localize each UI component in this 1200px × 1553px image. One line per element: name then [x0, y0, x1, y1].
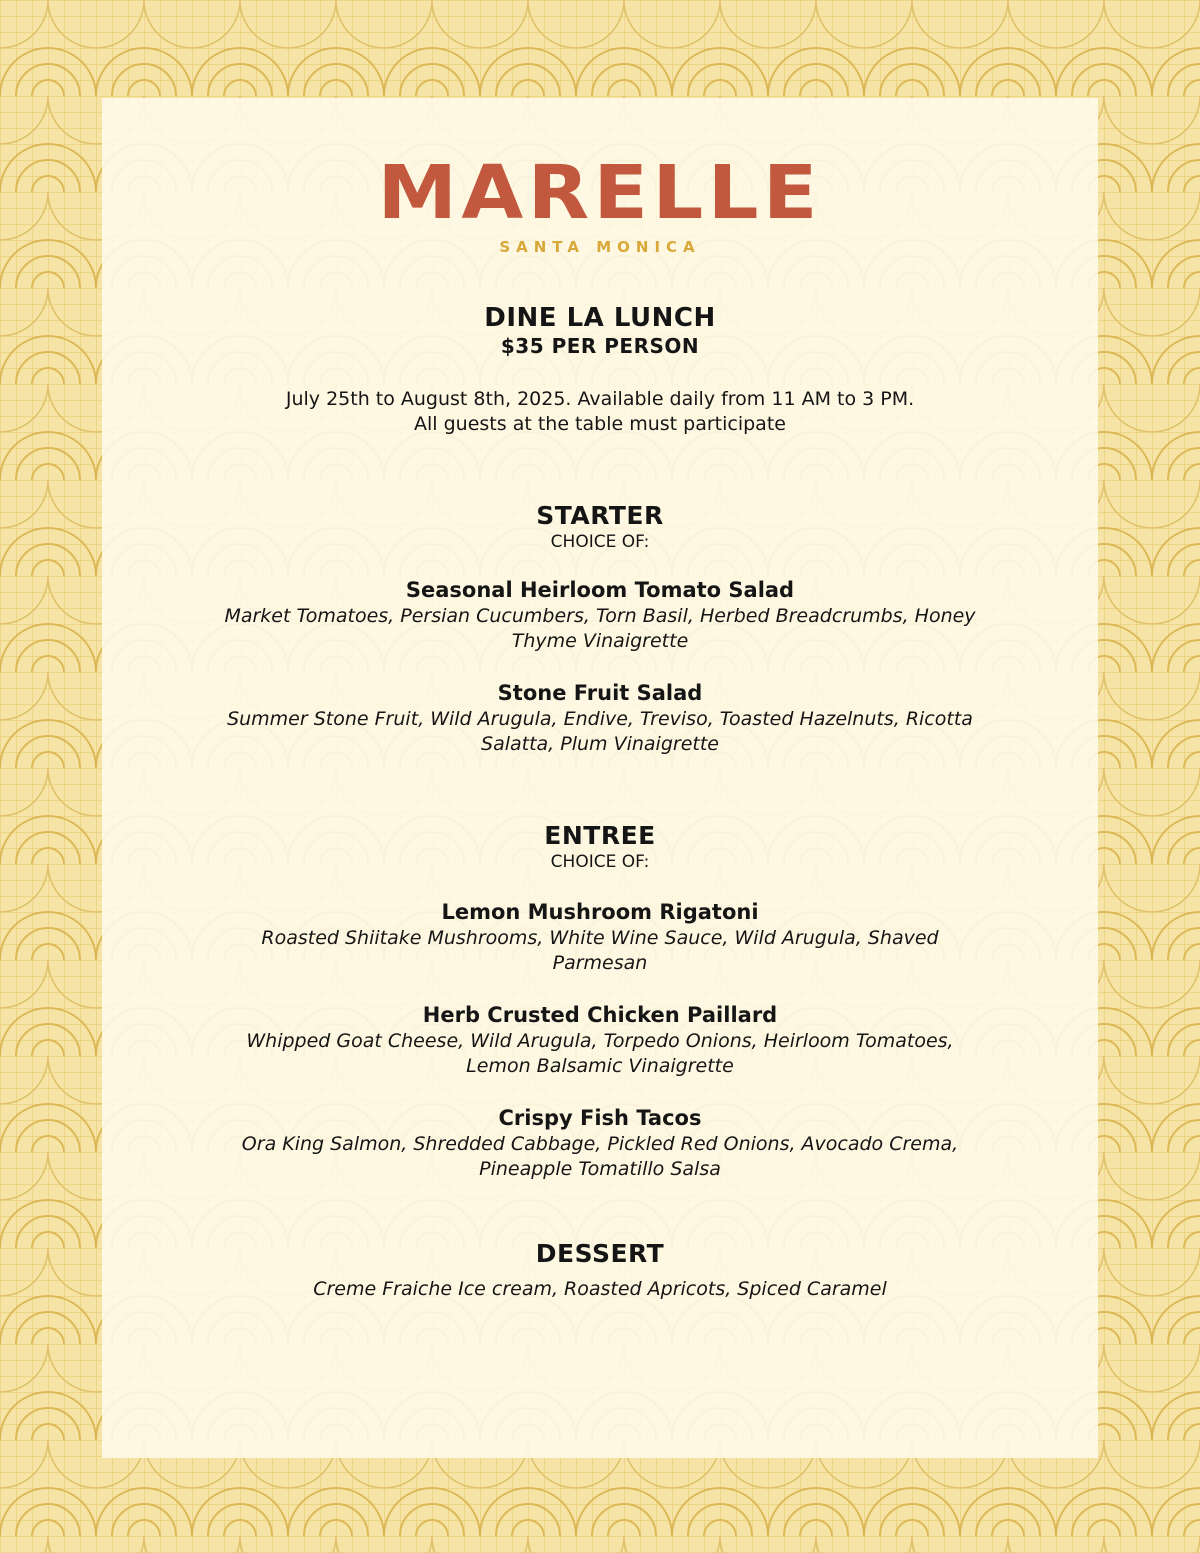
menu-item [102, 899, 1098, 976]
item-name: Crispy Fish Tacos [498, 1106, 702, 1130]
menu-content [102, 98, 1098, 1458]
entree-section [102, 821, 1098, 1182]
starter-title: STARTER [536, 501, 664, 530]
dessert-section [102, 1239, 1098, 1302]
menu-header [102, 303, 1098, 437]
menu-price: $35 PER PERSON [500, 334, 700, 358]
item-name: Herb Crusted Chicken Paillard [422, 1003, 778, 1027]
menu-item [102, 680, 1098, 757]
menu-item [102, 1105, 1098, 1182]
menu-title: DINE LA LUNCH [484, 303, 716, 333]
item-description-line: Thyme Vinaigrette [511, 630, 689, 652]
starter-section [102, 501, 1098, 757]
item-name: Lemon Mushroom Rigatoni [441, 900, 759, 924]
item-description-line: Whipped Goat Cheese, Wild Arugula, Torpedo Onions, Heirloom Tomatoes, [246, 1030, 954, 1052]
item-description-line: Summer Stone Fruit, Wild Arugula, Endive, Treviso, Toasted Hazelnuts, Ricotta [227, 708, 973, 730]
item-description-line: Ora King Salmon, Shredded Cabbage, Pickled Red Onions, Avocado Crema, [241, 1133, 959, 1155]
menu-note: All guests at the table must participate [414, 413, 786, 435]
item-description-line: Parmesan [552, 952, 648, 974]
item-description-line: Lemon Balsamic Vinaigrette [466, 1055, 734, 1077]
item-description-line: Market Tomatoes, Persian Cucumbers, Torn Basil, Herbed Breadcrumbs, Honey [224, 605, 976, 627]
item-description-line: Pineapple Tomatillo Salsa [479, 1158, 721, 1180]
dessert-description: Creme Fraiche Ice cream, Roasted Apricots, Spiced Caramel [313, 1278, 887, 1300]
item-description-line: Salatta, Plum Vinaigrette [481, 733, 719, 755]
starter-subtitle: CHOICE OF: [550, 532, 650, 552]
menu-dates: July 25th to August 8th, 2025. Available daily from 11 AM to 3 PM. [285, 388, 915, 410]
menu-item [102, 1002, 1098, 1079]
dessert-title: DESSERT [535, 1239, 665, 1268]
entree-title: ENTREE [544, 821, 656, 850]
restaurant-logo [102, 150, 1098, 256]
logo-name: MARELLE [377, 150, 823, 236]
menu-item [102, 577, 1098, 654]
entree-subtitle: CHOICE OF: [550, 852, 650, 872]
item-name: Stone Fruit Salad [497, 681, 703, 705]
logo-location: SANTA MONICA [499, 238, 701, 256]
item-name: Seasonal Heirloom Tomato Salad [405, 578, 795, 602]
item-description-line: Roasted Shiitake Mushrooms, White Wine Sauce, Wild Arugula, Shaved [261, 927, 939, 949]
